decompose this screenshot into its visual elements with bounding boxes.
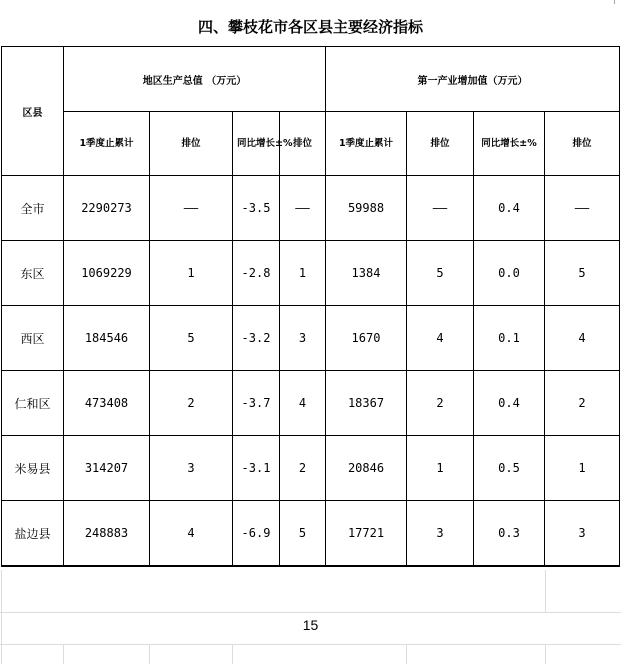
primary-rank[interactable]: 5 [407,241,474,306]
header-region[interactable]: 区县 [2,47,64,176]
gdp-yoy-rank[interactable]: 1 [280,241,326,306]
gdp-yoy-rank[interactable]: 3 [280,306,326,371]
gdp-value[interactable]: 473408 [64,371,150,436]
table-row [2,241,620,306]
primary-yoy-rank[interactable]: 3 [545,501,620,567]
primary-value[interactable]: 1384 [326,241,407,306]
gdp-rank[interactable]: 3 [150,436,233,501]
gdp-value[interactable]: 248883 [64,501,150,567]
gdp-yoy[interactable]: -3.5 [233,176,280,241]
row-name[interactable]: 仁和区 [2,371,64,436]
primary-value[interactable]: 1670 [326,306,407,371]
gdp-yoy-rank[interactable]: 4 [280,371,326,436]
primary-yoy-rank[interactable]: —— [545,176,620,241]
header-gdp-yoy-rank[interactable]: 排位 [280,112,326,176]
gdp-value[interactable]: 314207 [64,436,150,501]
gdp-rank[interactable]: 5 [150,306,233,371]
primary-value[interactable]: 20846 [326,436,407,501]
primary-yoy[interactable]: 0.0 [474,241,545,306]
header-primary-rank[interactable]: 排位 [407,112,474,176]
table-row [2,371,620,436]
header-primary-cumulative[interactable]: 1季度止累计 [326,112,407,176]
gdp-value[interactable]: 1069229 [64,241,150,306]
gridline [0,612,621,613]
primary-yoy-rank[interactable]: 4 [545,306,620,371]
corner-mark [614,0,619,4]
header-primary-yoy[interactable]: 同比增长±% [474,112,545,176]
row-name[interactable]: 全市 [2,176,64,241]
gdp-yoy[interactable]: -3.7 [233,371,280,436]
primary-rank[interactable]: 3 [407,501,474,567]
gdp-rank[interactable]: 4 [150,501,233,567]
gdp-yoy-rank[interactable]: 5 [280,501,326,567]
header-primary-yoy-rank[interactable]: 排位 [545,112,620,176]
primary-yoy-rank[interactable]: 1 [545,436,620,501]
gridline [0,644,621,645]
gdp-yoy-rank[interactable]: 2 [280,436,326,501]
table-row [2,501,620,567]
row-name[interactable]: 米易县 [2,436,64,501]
primary-value[interactable]: 17721 [326,501,407,567]
gdp-rank[interactable]: 2 [150,371,233,436]
primary-rank[interactable]: —— [407,176,474,241]
economic-indicators-table [1,6,620,567]
primary-yoy[interactable]: 0.4 [474,176,545,241]
header-primary-group[interactable]: 第一产业增加值（万元） [326,47,620,112]
primary-yoy[interactable]: 0.1 [474,306,545,371]
primary-yoy[interactable]: 0.3 [474,501,545,567]
page-number: 15 [302,617,319,633]
table-row [2,176,620,241]
gridline [63,644,64,664]
header-gdp-yoy[interactable]: 同比增长±% [233,112,280,176]
gdp-yoy-rank[interactable]: —— [280,176,326,241]
gdp-yoy[interactable]: -3.1 [233,436,280,501]
gdp-yoy[interactable]: -6.9 [233,501,280,567]
table-row [2,306,620,371]
gdp-rank[interactable]: —— [150,176,233,241]
gdp-value[interactable]: 2290273 [64,176,150,241]
table-title[interactable]: 四、攀枝花市各区县主要经济指标 [2,6,620,47]
table-row [2,436,620,501]
header-gdp-rank[interactable]: 排位 [150,112,233,176]
gdp-yoy[interactable]: -3.2 [233,306,280,371]
gridline [232,644,233,664]
header-gdp-cumulative[interactable]: 1季度止累计 [64,112,150,176]
gridline [545,644,546,664]
gdp-rank[interactable]: 1 [150,241,233,306]
primary-value[interactable]: 59988 [326,176,407,241]
row-name[interactable]: 东区 [2,241,64,306]
primary-value[interactable]: 18367 [326,371,407,436]
primary-rank[interactable]: 1 [407,436,474,501]
row-name[interactable]: 盐边县 [2,501,64,567]
header-gdp-group[interactable]: 地区生产总值 （万元） [64,47,326,112]
primary-rank[interactable]: 2 [407,371,474,436]
gdp-value[interactable]: 184546 [64,306,150,371]
primary-yoy[interactable]: 0.5 [474,436,545,501]
gridline [406,644,407,664]
primary-yoy-rank[interactable]: 5 [545,241,620,306]
primary-rank[interactable]: 4 [407,306,474,371]
gdp-yoy[interactable]: -2.8 [233,241,280,306]
gridline [545,570,546,612]
primary-yoy-rank[interactable]: 2 [545,371,620,436]
primary-yoy[interactable]: 0.4 [474,371,545,436]
row-name[interactable]: 西区 [2,306,64,371]
gridline [149,644,150,664]
